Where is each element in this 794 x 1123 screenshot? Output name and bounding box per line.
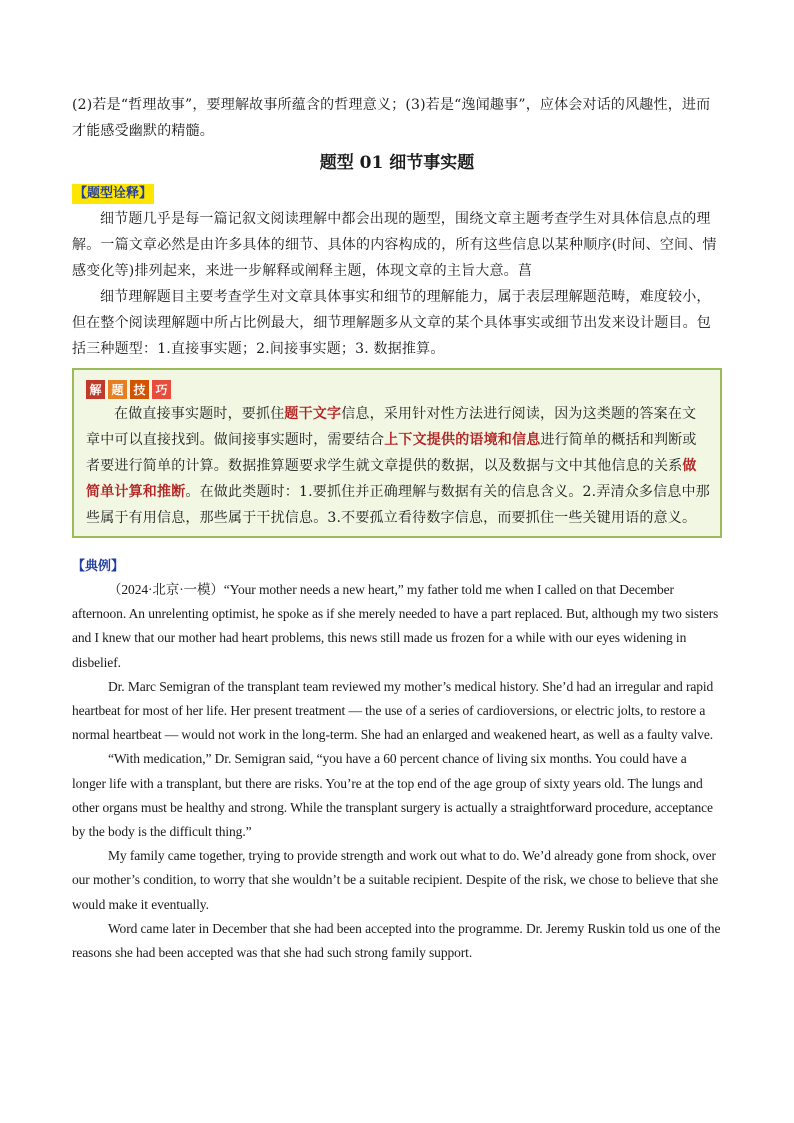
tips-segment: 在做直接事实题时，要抓住: [114, 406, 285, 422]
tips-highlight: 上下文提供的语境和信息: [384, 432, 541, 448]
passage-paragraph: Word came later in December that she had been accepted into the programme. Dr. Jeremy Ruskin told us one of the reasons she had been accepted was that she had such strong family support.: [72, 920, 721, 961]
example-tag: 【典例】: [72, 559, 125, 574]
tips-badge: 技: [130, 380, 149, 399]
tips-badge: 巧: [152, 380, 171, 399]
tips-badge: 题: [108, 380, 127, 399]
passage-paragraph: Dr. Marc Semigran of the transplant team reviewed my mother’s medical history. She’d had an irregular and rapid heartbeat for most of her life. Her present treatment — the use of a series of cardioversions, or electric jolts, to restore a normal heartbeat — would not work in the long-term. She had an enlarged and weakened heart, as well as a faulty valve.: [72, 678, 714, 743]
document-page: [72, 92, 722, 965]
tips-segment: 进行简单的概括和判断或者要进行简单的计算。数据推算题要求学生就文章提供的数据，以及数据与文中其他信息的关系: [86, 432, 697, 474]
passage-paragraph: “With medication,” Dr. Semigran said, “you have a 60 percent chance of living six months. You could have a longer life with a transplant, but there are risks. You’re at the top end of the age group of sixty years old. The lungs and other organs must be healthy and strong. While the transplant surgery is actually a straightforward procedure, acceptance by the body is the difficult thing.”: [72, 751, 713, 840]
passage-paragraph: My family came together, trying to provide strength and work out what to do. We’d already gone from shock, over our mother’s condition, to worry that she wouldn’t be a suitable recipient. Despite of the risk, we chose to believe that she would make it eventually.: [72, 848, 719, 912]
intro-continuation: (2)若是“哲理故事”，要理解故事所蕴含的哲理意义；(3)若是“逸闻趣事”，应体会对话的风趣性，进而才能感受幽默的精髓。: [72, 97, 711, 139]
passage-paragraph: （2024·北京·一模）“Your mother needs a new heart,” my father told me when I called on that December afternoon. An unrelenting optimist, he spoke as if she merely needed to have a part replaced. But, although my two sisters and I knew that our mother had heart problems, this news still made us frozen for a while with our eyes widening in disbelief.: [72, 582, 719, 670]
tips-badges: [86, 380, 710, 399]
tips-text: [86, 401, 710, 531]
type-explain-tag: 【题型诠释】: [72, 184, 154, 204]
tips-box: [72, 368, 722, 538]
tips-highlight: 题干文字: [284, 406, 342, 422]
tips-segment: 。在做此类题时：1.要抓住并正确理解与数据有关的信息含义。2.弄清众多信息中那些属于有用信息，那些属于干扰信息。3.不要孤立看待数字信息，而要抓住一些关键用语的意义。: [86, 484, 710, 526]
section-title: 题型 01 细节事实题: [319, 153, 475, 173]
tips-badge: 解: [86, 380, 105, 399]
tips-segment: 信息，采用针对性方法进行阅读，因为这类题的答案在文章中可以直接找到。做间接事实题时，需要结合: [86, 406, 697, 448]
explain-paragraph-2: 细节理解题目主要考查学生对文章具体事实和细节的理解能力，属于表层理解题范畴，难度较小，但在整个阅读理解题中所占比例最大，细节理解题多从文章的某个具体事实或细节出发来设计题目。包括三种题型：1.直接事实题；2.间接事实题；3. 数据推算。: [72, 289, 711, 357]
tips-highlight: 做简单计算和推断: [86, 458, 697, 500]
explain-paragraph-1: 细节题几乎是每一篇记叙文阅读理解中都会出现的题型，围绕文章主题考查学生对具体信息点的理解。一篇文章必然是由许多具体的细节、具体的内容构成的，所有这些信息以某种顺序(时间、空间、情感变化等)排列起来，来进一步解释或阐释主题，体现文章的主旨大意。菖: [72, 211, 717, 279]
reading-passage: [72, 578, 722, 965]
